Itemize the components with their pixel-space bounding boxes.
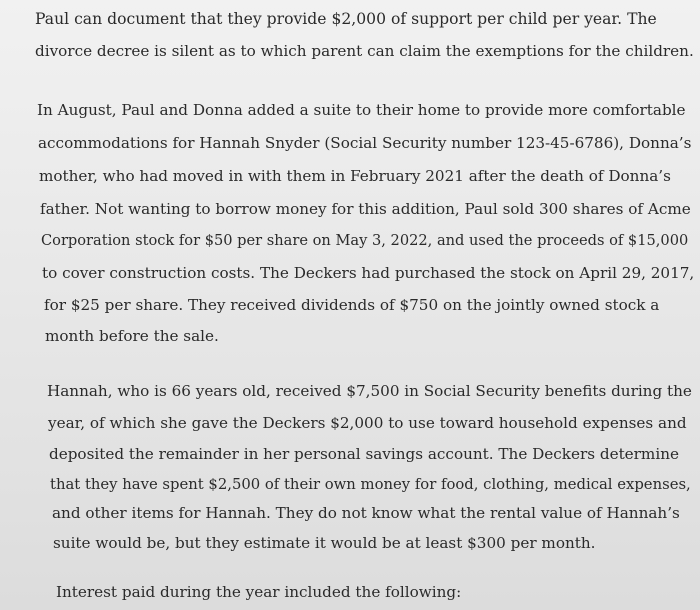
paragraph-3-line-4: that they have spent $2,500 of their own money for food, clothing, medical expenses,: [50, 476, 691, 493]
paragraph-3-line-2: year, of which she gave the Deckers $2,000 to use toward household expenses and: [48, 414, 687, 432]
paragraph-2-line-2: accommodations for Hannah Snyder (Social Security number 123-45-6786), Donna’s: [38, 134, 692, 152]
paragraph-2-line-5: Corporation stock for $50 per share on May 3, 2022, and used the proceeds of $15,000: [41, 232, 689, 249]
paragraph-1-line-2: divorce decree is silent as to which parent can claim the exemptions for the children.: [35, 42, 694, 60]
paragraph-2-line-3: mother, who had moved in with them in February 2021 after the death of Donna’s: [39, 167, 671, 185]
paragraph-3-line-1: Hannah, who is 66 years old, received $7,500 in Social Security benefits during the: [47, 382, 692, 400]
paragraph-4-line-1: Interest paid during the year included the following:: [56, 583, 462, 601]
paragraph-2-line-6: to cover construction costs. The Deckers had purchased the stock on April 29, 2017,: [42, 264, 695, 282]
paragraph-2-line-1: In August, Paul and Donna added a suite to their home to provide more comfortable: [37, 101, 686, 119]
paragraph-3-line-6: suite would be, but they estimate it would be at least $300 per month.: [53, 534, 596, 552]
paragraph-1-line-1: Paul can document that they provide $2,000 of support per child per year. The: [35, 10, 657, 28]
paragraph-3-line-3: deposited the remainder in her personal savings account. The Deckers determine: [49, 445, 679, 463]
paragraph-2-line-8: month before the sale.: [45, 327, 219, 345]
paragraph-2-line-7: for $25 per share. They received dividends of $750 on the jointly owned stock a: [44, 296, 660, 314]
paragraph-3-line-5: and other items for Hannah. They do not know what the rental value of Hannah’s: [52, 504, 680, 522]
paragraph-2-line-4: father. Not wanting to borrow money for this addition, Paul sold 300 shares of Acme: [40, 200, 691, 218]
